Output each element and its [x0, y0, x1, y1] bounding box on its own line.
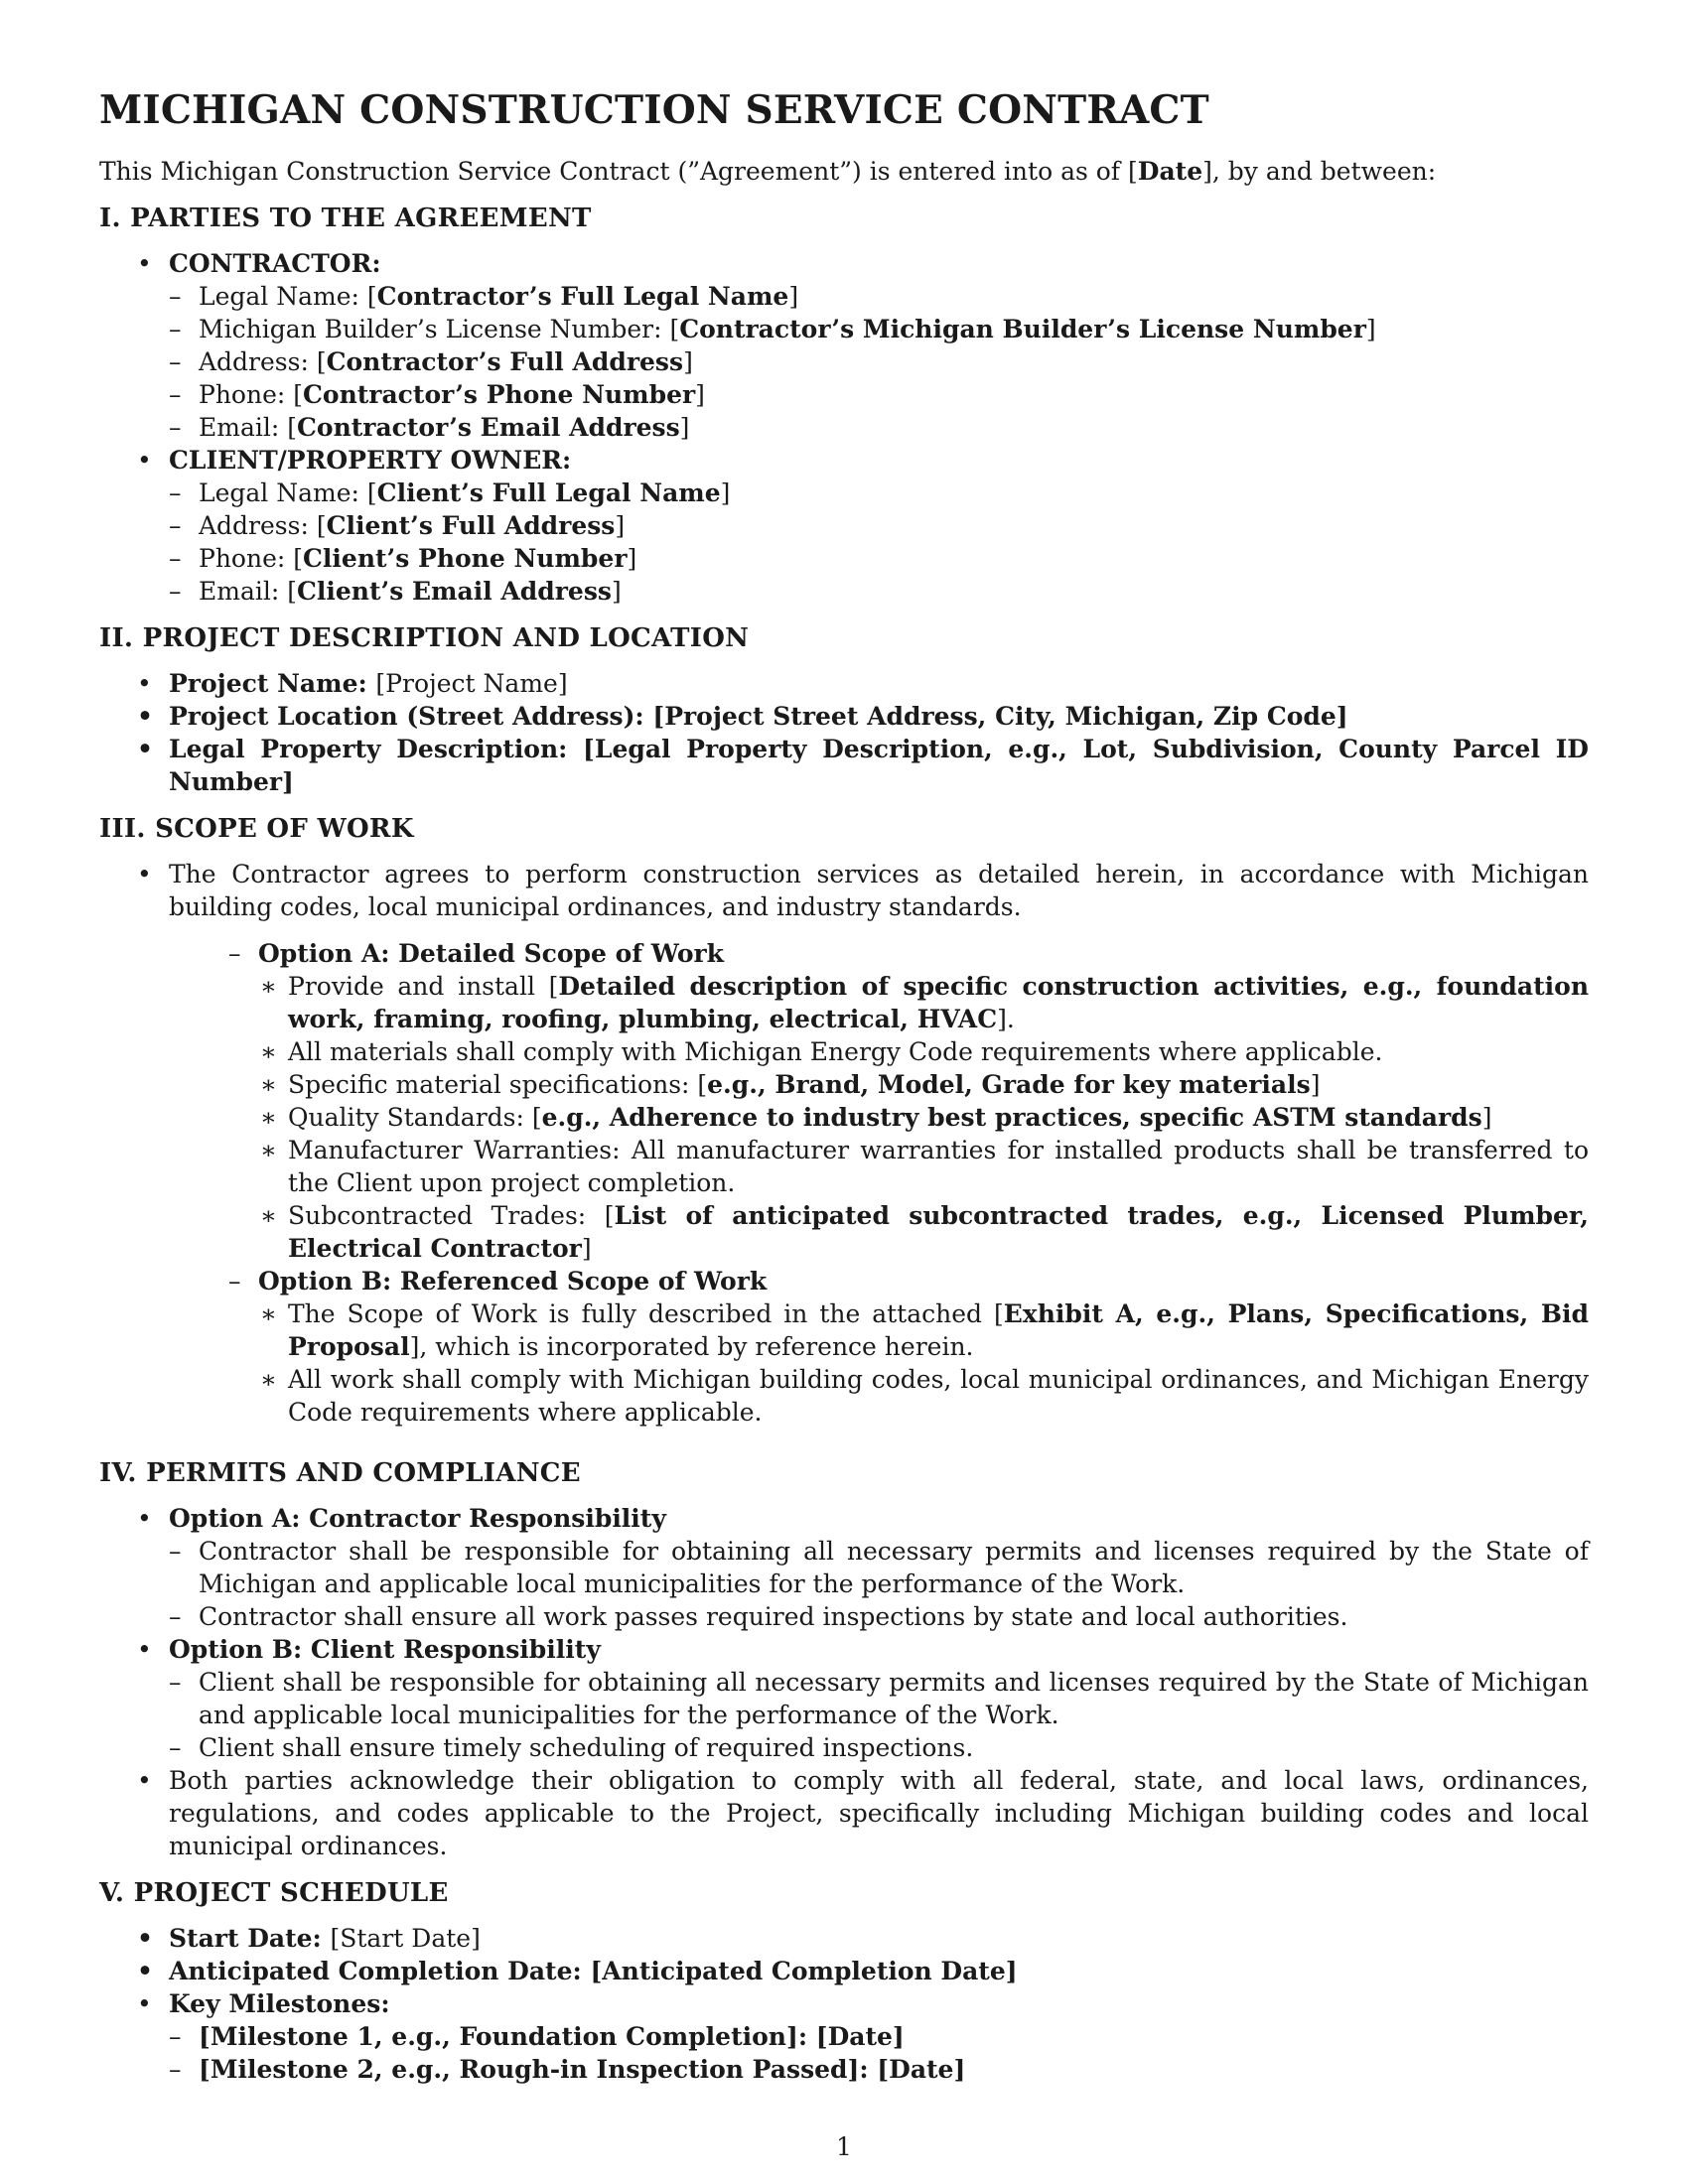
milestone-item: – [Milestone 1, e.g., Foundation Completion]: [Date] — [169, 2020, 1589, 2053]
section-heading-project: II. PROJECT DESCRIPTION AND LOCATION — [99, 623, 750, 653]
section-heading-scope: III. SCOPE OF WORK — [99, 814, 414, 844]
permits-option-a: • Option A: Contractor Responsibility – Contractor shall be responsible for obtaining all necessary permits and licenses required by the State of Michigan and applicable local municipalities for the performance of the Work. – Contractor shall ensure all work passes required inspections by state and local authorities. — [99, 1502, 1589, 1633]
contractor-label: CONTRACTOR: — [169, 249, 381, 278]
intro-date: Date — [1137, 157, 1203, 186]
client-label: CLIENT/PROPERTY OWNER: — [169, 446, 572, 475]
start-date-item: • Start Date: [Start Date] — [99, 1922, 1589, 1955]
list-item: • Project Name: [Project Name] — [99, 667, 1589, 700]
contractor-fields — [169, 280, 1589, 444]
parties-list — [99, 247, 1589, 608]
client-fields — [169, 477, 1589, 608]
client-field: – Phone: [Client’s Phone Number] — [169, 542, 1589, 575]
contractor-field: – Phone: [Contractor’s Phone Number] — [169, 378, 1589, 411]
intro-text-end: ], by and between: — [1202, 157, 1437, 186]
client-field: – Email: [Client’s Email Address] — [169, 575, 1589, 608]
contractor-field: – Email: [Contractor’s Email Address] — [169, 411, 1589, 444]
list-item: – Client shall be responsible for obtaining all necessary permits and licenses required by the State of Michigan and applicable local municipalities for the performance of the Work. — [169, 1666, 1589, 1731]
permits-option-b: • Option B: Client Responsibility – Client shall be responsible for obtaining all necessary permits and licenses required by the State of Michigan and applicable local municipalities for the performance of the Work. – Client shall ensure timely scheduling of required inspections. — [99, 1633, 1589, 1764]
list-item: • Legal Property Description: [Legal Property Description, e.g., Lot, Subdivision, County Parcel ID Number] — [99, 733, 1589, 798]
scope-option-a: – Option A: Detailed Scope of Work ∗ Provide and install [Detailed description of specific construction activities, e.g., foundation work, framing, roofing, plumbing, electrical, HVAC]. ∗ All materials shall comply with Michigan Energy Code requirements where applicable. ∗ Specific material specifications: [e.g., Brand, Model, Grade for key materials] ∗ Quality Standards: [e.g., Adherence to industry best practices, specific ASTM standards] ∗ Manufacturer Warranties: All manufacturer warranties for installed products shall be transferred to the Client upon project completion. ∗ Subcontracted Trades: [List of anticipated subcontracted trades, e.g., Licensed Plumber, Electrical Contractor] — [228, 937, 1589, 1265]
list-item: ∗ Specific material specifications: [e.g., Brand, Model, Grade for key materials] — [258, 1068, 1589, 1101]
list-item: ∗ The Scope of Work is fully described in the attached [Exhibit A, e.g., Plans, Specifications, Bid Proposal], which is incorporated by reference herein. — [258, 1297, 1589, 1363]
list-item: ∗ All work shall comply with Michigan building codes, local municipal ordinances, and Michigan Energy Code requirements where applicable. — [258, 1363, 1589, 1429]
intro-text: This Michigan Construction Service Contract (”Agreement”) is entered into as of [ — [99, 157, 1138, 186]
list-item: ∗ Manufacturer Warranties: All manufacturer warranties for installed products shall be transferred to the Client upon project completion. — [258, 1134, 1589, 1199]
client-field: – Address: [Client’s Full Address] — [169, 509, 1589, 542]
contractor-field: – Legal Name: [Contractor’s Full Legal Name] — [169, 280, 1589, 313]
section-heading-parties: I. PARTIES TO THE AGREEMENT — [99, 204, 592, 233]
section-heading-permits: IV. PERMITS AND COMPLIANCE — [99, 1458, 581, 1488]
scope-intro: • The Contractor agrees to perform construction services as detailed herein, in accordance with Michigan building codes, local municipal ordinances, and industry standards. — [99, 858, 1589, 923]
client-field: – Legal Name: [Client’s Full Legal Name] — [169, 477, 1589, 509]
page-number: 1 — [836, 2132, 852, 2161]
scope-options — [228, 937, 1589, 1429]
milestone-item: – [Milestone 2, e.g., Rough-in Inspection Passed]: [Date] — [169, 2053, 1589, 2086]
project-list — [99, 667, 1589, 798]
contractor-item — [99, 247, 1589, 444]
contractor-field: – Michigan Builder’s License Number: [Contractor’s Michigan Builder’s License Number] — [169, 313, 1589, 345]
document-body — [99, 87, 1589, 2102]
milestones-item: • Key Milestones: – [Milestone 1, e.g., Foundation Completion]: [Date] – [Milestone 2, e.g., Rough-in Inspection Passed]: [Date] — [99, 1987, 1589, 2086]
schedule-list — [99, 1922, 1589, 2086]
list-item: – Contractor shall ensure all work passes required inspections by state and local authorities. — [169, 1600, 1589, 1633]
completion-date-item: • Anticipated Completion Date: [Anticipated Completion Date] — [99, 1955, 1589, 1987]
list-item: ∗ Quality Standards: [e.g., Adherence to industry best practices, specific ASTM standards] — [258, 1101, 1589, 1134]
contractor-field: – Address: [Contractor’s Full Address] — [169, 345, 1589, 378]
intro-paragraph — [99, 155, 1589, 188]
list-item: ∗ Subcontracted Trades: [List of anticipated subcontracted trades, e.g., Licensed Plumber, Electrical Contractor] — [258, 1199, 1589, 1265]
permits-list — [99, 1502, 1589, 1862]
list-item: – Client shall ensure timely scheduling of required inspections. — [169, 1731, 1589, 1764]
list-item: – Contractor shall be responsible for obtaining all necessary permits and licenses required by the State of Michigan and applicable local municipalities for the performance of the Work. — [169, 1535, 1589, 1600]
scope-list — [99, 858, 1589, 923]
scope-option-b: – Option B: Referenced Scope of Work ∗ The Scope of Work is fully described in the attached [Exhibit A, e.g., Plans, Specifications, Bid Proposal], which is incorporated by reference herein. ∗ All work shall comply with Michigan building codes, local municipal ordinances, and Michigan Energy Code requirements where applicable. — [228, 1265, 1589, 1429]
list-item: ∗ Provide and install [Detailed description of specific construction activities, e.g., foundation work, framing, roofing, plumbing, electrical, HVAC]. — [258, 970, 1589, 1035]
scope-option-b-items — [258, 1297, 1589, 1429]
list-item: ∗ All materials shall comply with Michigan Energy Code requirements where applicable. — [258, 1035, 1589, 1068]
client-item — [99, 444, 1589, 608]
section-heading-schedule: V. PROJECT SCHEDULE — [99, 1878, 449, 1908]
permits-both-parties: • Both parties acknowledge their obligation to comply with all federal, state, and local laws, ordinances, regulations, and codes applicable to the Project, specifically including Michigan building codes and local municipal ordinances. — [99, 1764, 1589, 1862]
document-title: MICHIGAN CONSTRUCTION SERVICE CONTRACT — [99, 87, 1209, 133]
list-item: • Project Location (Street Address): [Project Street Address, City, Michigan, Zip Code] — [99, 700, 1589, 733]
scope-option-a-items — [258, 970, 1589, 1265]
